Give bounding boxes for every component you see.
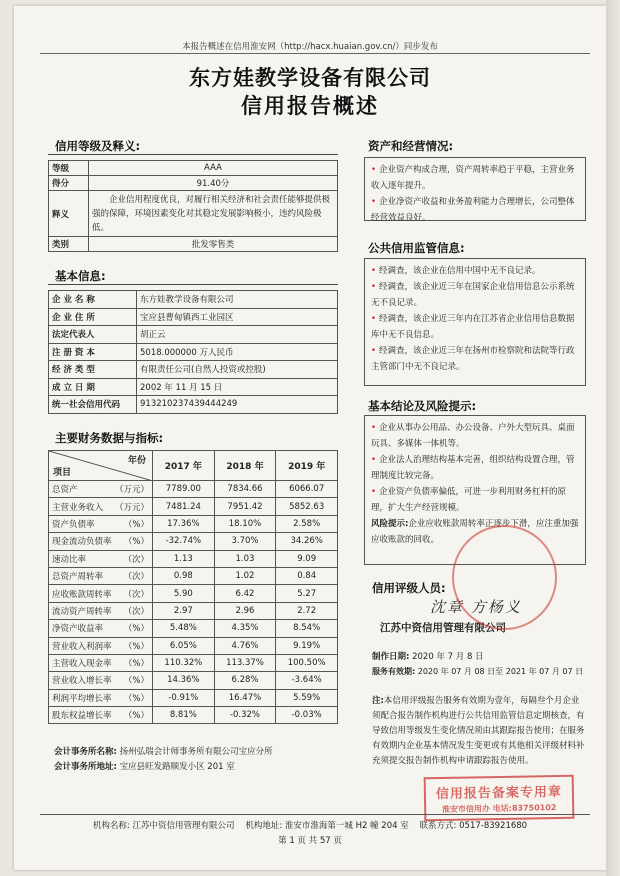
footer-divider xyxy=(40,814,590,815)
footer-addr: 淮安市淮海第一城 H2 幢 204 室 xyxy=(284,821,409,831)
basic-label-representative: 法定代表人 xyxy=(49,326,137,344)
finance-row xyxy=(49,533,338,550)
finance-value: 0.84 xyxy=(276,567,338,584)
risk-label: 风险提示: xyxy=(371,519,409,529)
operations-box xyxy=(364,157,586,221)
basic-company-name: 东方娃教学设备有限公司 xyxy=(137,291,338,309)
footer-org: 江苏中资信用管理有限公司 xyxy=(132,821,235,831)
finance-item: 利润平均增长率 （%） xyxy=(49,689,153,706)
rating-label-score: 得分 xyxy=(49,176,89,191)
finance-value: 1.02 xyxy=(214,567,276,584)
bullet-icon: • xyxy=(371,197,377,207)
basic-founded: 2002 年 11 月 15 日 xyxy=(137,378,338,396)
finance-value: 2.97 xyxy=(153,602,215,619)
finance-item: 股东权益增长率 （%） xyxy=(49,707,153,724)
finance-row xyxy=(49,654,338,671)
finance-value: 7481.24 xyxy=(153,498,215,515)
finance-value: -32.74% xyxy=(153,533,215,550)
finance-row xyxy=(49,567,338,584)
finance-value: 2.96 xyxy=(214,602,276,619)
finance-value: 2.58% xyxy=(276,515,338,532)
finance-value: 6.42 xyxy=(214,585,276,602)
finance-item: 现金流动负债率 （%） xyxy=(49,533,153,550)
bullet-icon: • xyxy=(371,346,377,356)
footer-phone-label: 联系方式: xyxy=(419,821,457,831)
supervision-box xyxy=(364,258,586,386)
service-validity xyxy=(372,666,583,677)
finance-row xyxy=(49,602,338,619)
finance-value: -0.03% xyxy=(276,707,338,724)
finance-value: 110.32% xyxy=(153,654,215,671)
service-validity-label: 服务有效期: xyxy=(372,667,416,676)
finance-corner-item: 项目 xyxy=(53,468,72,478)
rating-definition: 企业信用程度优良，对履行相关经济和社会责任能够提供极强的保障，环境因素变化对其稳定发展影响极小，违约风险极低。 xyxy=(89,191,338,237)
finance-value: 5852.63 xyxy=(276,498,338,515)
finance-value: -0.32% xyxy=(214,707,276,724)
operations-heading: 资产和经营情况: xyxy=(368,139,454,153)
finance-row xyxy=(49,620,338,637)
record-stamp-sub: 淮安市信用办 电话:83750102 xyxy=(441,802,557,814)
finance-value: 7834.66 xyxy=(214,481,276,498)
bullet-icon: • xyxy=(371,165,377,175)
finance-item: 营业收入利润率 （%） xyxy=(49,637,153,654)
bullet-icon: • xyxy=(371,282,377,292)
basic-capital: 5018.000000 万人民币 xyxy=(137,343,338,361)
finance-item: 流动资产周转率 （次） xyxy=(49,602,153,619)
finance-value: 7789.00 xyxy=(153,481,215,498)
finance-value: 14.36% xyxy=(153,672,215,689)
basic-label-address: 企 业 住 所 xyxy=(49,308,137,326)
accounting-address-label: 会计事务所地址: xyxy=(54,762,117,772)
footer-phone: 0517-83921680 xyxy=(459,821,528,831)
note-label: 注: xyxy=(372,696,384,706)
production-date-value: 2020 年 7 月 8 日 xyxy=(412,652,484,662)
basic-label-capital: 注 册 资 本 xyxy=(49,343,137,361)
report-title: 信用报告概述 xyxy=(241,93,379,118)
finance-value: 5.27 xyxy=(276,585,338,602)
finance-value: 5.90 xyxy=(153,585,215,602)
basic-label-credit-code: 统一社会信用代码 xyxy=(49,396,137,414)
finance-value: 1.03 xyxy=(214,550,276,567)
finance-row xyxy=(49,672,338,689)
accounting-firm-label: 会计事务所名称: xyxy=(54,747,117,757)
finance-heading: 主要财务数据与指标: xyxy=(55,431,164,445)
finance-value: 4.35% xyxy=(214,620,276,637)
operations-item: • 企业资产构成合理，资产周转率趋于平稳，主营业务收入逐年提升。 xyxy=(371,165,575,191)
validity-note xyxy=(372,694,586,769)
finance-item: 主营收入现金率 （%） xyxy=(49,654,153,671)
rating-company: 江苏中资信用管理有限公司 xyxy=(380,622,506,634)
rating-heading: 信用等级及释义: xyxy=(55,139,141,153)
finance-row xyxy=(49,515,338,532)
bullet-icon: • xyxy=(371,314,377,324)
rating-label-definition: 释义 xyxy=(49,191,89,237)
rating-label-category: 类别 xyxy=(49,237,89,252)
finance-value: 113.37% xyxy=(214,654,276,671)
basic-credit-code: 913210237439444249 xyxy=(137,396,338,414)
rating-grade: AAA xyxy=(89,161,338,176)
footer-addr-label: 机构地址: xyxy=(245,821,283,831)
supervision-item: • 经调查，该企业近三年在扬州市检察院和法院等行政主管部门中无不良记录。 xyxy=(371,346,575,372)
rating-score: 91.40分 xyxy=(89,176,338,191)
finance-row xyxy=(49,585,338,602)
header-note: 本报告概述在信用淮安网（http://hacx.huaian.gov.cn/）同步发布 xyxy=(182,42,438,52)
finance-value: 1.13 xyxy=(153,550,215,567)
rating-heading-line xyxy=(48,154,338,155)
basic-heading-line xyxy=(48,284,338,285)
finance-value: -0.91% xyxy=(153,689,215,706)
finance-value: 5.59% xyxy=(276,689,338,706)
bullet-icon: • xyxy=(371,455,377,465)
supervision-item: • 经调查，该企业近三年在国家企业信用信息公示系统无不良记录。 xyxy=(371,282,575,308)
operations-item: • 企业净资产收益和业务盈利能力合理增长，公司整体经营效益良好。 xyxy=(371,197,575,223)
finance-year-2017: 2017 年 xyxy=(153,451,215,481)
production-date-label: 制作日期: xyxy=(372,652,410,662)
basic-address: 宝应县曹甸镇西工业园区 xyxy=(137,308,338,326)
finance-value: 16.47% xyxy=(214,689,276,706)
finance-item: 净资产收益率 （%） xyxy=(49,620,153,637)
finance-row xyxy=(49,637,338,654)
finance-item: 资产负债率 （%） xyxy=(49,515,153,532)
finance-item: 总资产 （万元） xyxy=(49,481,153,498)
finance-value: 2.72 xyxy=(276,602,338,619)
finance-value: 3.70% xyxy=(214,533,276,550)
bullet-icon: • xyxy=(371,487,377,497)
basic-label-founded: 成 立 日 期 xyxy=(49,378,137,396)
finance-row xyxy=(49,689,338,706)
finance-corner-year: 年份 xyxy=(127,456,146,466)
rating-label-grade: 等级 xyxy=(49,161,89,176)
basic-representative: 胡正云 xyxy=(137,326,338,344)
finance-item: 速动比率 （次） xyxy=(49,550,153,567)
finance-value: 6.05% xyxy=(153,637,215,654)
note-text: 本信用评级报告服务有效期为壹年，每隔叁个月企业须配合报告制作机构进行公共信用监管信息定期核查，有导致信用等级发生变化情况须由其跟踪报告使用；在服务有效期内企业基本情况发生变更或有其他相关评级材料补充须提交报告制作机构申请跟踪报告使用。 xyxy=(372,696,585,766)
finance-item: 应收账款周转率 （次） xyxy=(49,585,153,602)
accounting-address-value: 宝应县旺发路顺发小区 201 室 xyxy=(119,762,235,772)
footer-org-label: 机构名称: xyxy=(92,821,130,831)
conclusion-item: • 企业从事办公用品、办公设备、户外大型玩具、桌面玩具、多媒体一体机等。 xyxy=(371,423,575,449)
basic-label-name: 企 业 名 称 xyxy=(49,291,137,309)
finance-value: 7951.42 xyxy=(214,498,276,515)
company-title: 东方娃教学设备有限公司 xyxy=(189,65,431,90)
finance-value: 6066.07 xyxy=(276,481,338,498)
bullet-icon: • xyxy=(371,266,377,276)
supervision-item: • 经调查，该企业在信用中国中无不良记录。 xyxy=(371,266,541,276)
basic-label-type: 经 济 类 型 xyxy=(49,361,137,379)
conclusion-item: • 企业资产负债率偏低，可进一步利用财务杠杆的原理，扩大生产经营规模。 xyxy=(371,487,567,513)
rating-category: 批发零售类 xyxy=(89,237,338,252)
finance-value: -3.64% xyxy=(276,672,338,689)
conclusion-heading: 基本结论及风险提示: xyxy=(368,399,477,413)
rating-table xyxy=(48,160,338,252)
finance-item: 营业收入增长率 （%） xyxy=(49,672,153,689)
header-divider xyxy=(40,53,590,54)
page-edge xyxy=(606,0,620,876)
finance-row xyxy=(49,550,338,567)
finance-row xyxy=(49,498,338,515)
finance-item: 总资产周转率 （次） xyxy=(49,567,153,584)
finance-value: 4.76% xyxy=(214,637,276,654)
risk-text: 企业应收账款周转率正逐步下滑，应注重加强应收账款的回收。 xyxy=(371,519,579,545)
conclusion-item: • 企业法人治理结构基本完善，组织结构设置合理，管理制度比较完备。 xyxy=(371,455,575,481)
finance-row xyxy=(49,481,338,498)
raters-label: 信用评级人员: xyxy=(372,581,446,595)
finance-value: 5.48% xyxy=(153,620,215,637)
finance-year-2019: 2019 年 xyxy=(276,451,338,481)
finance-value: 34.26% xyxy=(276,533,338,550)
finance-item: 主营业务收入 （万元） xyxy=(49,498,153,515)
finance-value: 100.50% xyxy=(276,654,338,671)
finance-corner-cell xyxy=(49,451,153,481)
rater-signature: 沈章 方杨义 xyxy=(430,598,522,616)
footer xyxy=(0,819,620,831)
accounting-firm-name: 扬州弘瑞会计师事务所有限公司宝应分所 xyxy=(119,747,273,757)
production-date xyxy=(372,650,484,662)
supervision-item: • 经调查，该企业近三年内在江苏省企业信用信息数据库中无不良信息。 xyxy=(371,314,575,340)
finance-value: 0.98 xyxy=(153,567,215,584)
finance-value: 9.19% xyxy=(276,637,338,654)
record-stamp-title: 信用报告备案专用章 xyxy=(435,784,563,803)
finance-value: 18.10% xyxy=(214,515,276,532)
basic-info-table xyxy=(48,290,338,414)
finance-year-2018: 2018 年 xyxy=(214,451,276,481)
finance-value: 9.09 xyxy=(276,550,338,567)
finance-value: 6.28% xyxy=(214,672,276,689)
page-number: 第 1 页 共 57 页 xyxy=(278,836,342,846)
finance-value: 17.36% xyxy=(153,515,215,532)
bullet-icon: • xyxy=(371,423,377,433)
basic-type: 有限责任公司(自然人投资或控股) xyxy=(137,361,338,379)
company-seal xyxy=(452,525,557,630)
finance-value: 8.81% xyxy=(153,707,215,724)
finance-table xyxy=(48,450,338,724)
supervision-heading: 公共信用监管信息: xyxy=(368,241,465,255)
service-validity-value: 2020 年 07 月 08 日至 2021 年 07 月 07 日 xyxy=(417,667,584,676)
basic-heading: 基本信息: xyxy=(55,269,106,283)
finance-row xyxy=(49,707,338,724)
accounting-firm xyxy=(54,745,273,757)
finance-value: 8.54% xyxy=(276,620,338,637)
accounting-address xyxy=(54,760,235,772)
